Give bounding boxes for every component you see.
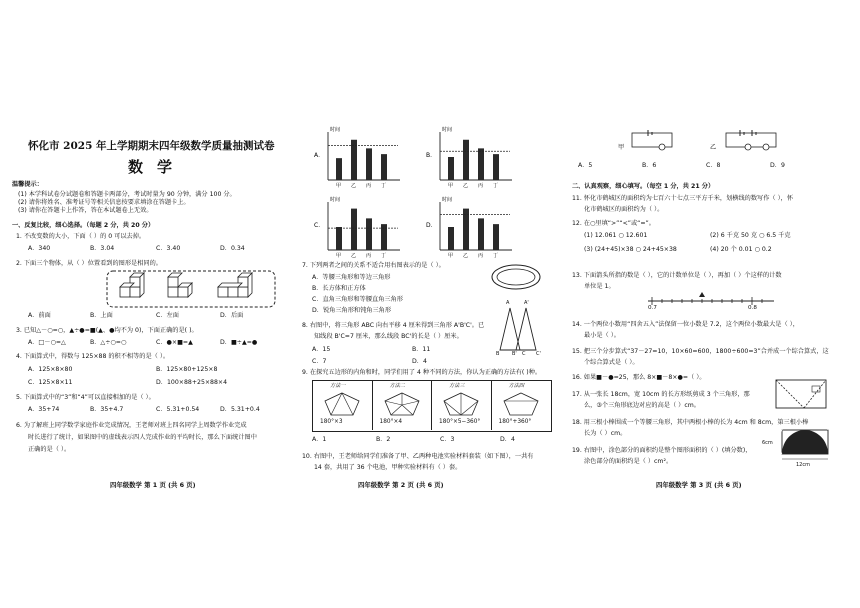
question-18-line: 18. 用三根小棒围成一个等腰三角形，其中两根小棒的长为 4cm 和 8cm，第三根小棒: [572, 419, 809, 426]
y-axis-label: 时间: [442, 197, 453, 203]
chart-option-label: A．: [314, 152, 325, 159]
question-8-line: 知线段 B'C=7 厘米，那么线段 BC'的长是（ ）厘米。: [314, 333, 463, 340]
vertex-label-b: B: [496, 351, 500, 357]
vertex-label-a: A: [506, 300, 510, 306]
q5-option-a: A．35+74: [28, 406, 60, 413]
x-tick-label: 丁: [493, 183, 499, 189]
bar-丁: [381, 154, 387, 180]
q4-option-a: A．125×8×80: [28, 366, 73, 373]
section-heading: 一、反复比较，细心选择。（每题 2 分，共 20 分）: [12, 222, 155, 229]
q3-option-d: D．■÷▲=●: [220, 339, 258, 346]
q10-option-d: D．9: [770, 162, 785, 169]
q3-option-a: A．□－○=△: [28, 339, 66, 346]
nested-ellipse-figure: [490, 262, 542, 292]
cube-objects-figure: [106, 270, 276, 308]
x-tick-label: 丙: [478, 183, 484, 189]
q1-option-a: A．340: [28, 245, 51, 252]
y-axis-label: 时间: [442, 127, 453, 133]
page-2: [300, 0, 570, 608]
x-tick-label: 甲: [336, 253, 342, 259]
number-line-figure: [646, 291, 778, 309]
q9-option-d: D．4: [500, 436, 515, 443]
q9-option-b: B．2: [376, 436, 391, 443]
q12-item-3: (3) (24+45)×38 ○ 24+45×38: [584, 246, 677, 253]
notice-line: (3) 请你在答题卡上作答，答在本试题卷上无效。: [18, 207, 153, 214]
x-tick-label: 乙: [351, 183, 357, 189]
pentagon-diagram: [441, 391, 481, 417]
question-18-line: 长为（ ）cm。: [584, 430, 627, 437]
question-3: 3. 已知△－○=○，▲÷●=■(▲、●均不为 0)，下面正确的是( )。: [16, 327, 198, 334]
page-1: [10, 0, 292, 608]
subject-title: 数学: [128, 158, 187, 176]
question-13-line: 13. 下面箭头所指的数是（ ），它的计数单位是（ ），再加（ ）个这样的计数: [572, 272, 782, 279]
question-9: 9. 在探究五边形的内角和时，同学们用了 4 种不同的方法，你认为正确的方法有( )种。: [302, 369, 542, 376]
dimension-height: 6cm: [762, 440, 773, 446]
translated-triangles-figure: [496, 304, 550, 356]
number-line-tick-0-7: 0.7: [648, 305, 657, 311]
method-title: 方法三: [449, 383, 465, 389]
vertex-label-b-prime: B': [512, 351, 517, 357]
q4-option-c: C．125×8×11: [28, 379, 73, 386]
x-tick-label: 乙: [463, 253, 469, 259]
shaded-semicircle-figure: [776, 424, 830, 464]
x-tick-label: 丙: [478, 253, 484, 259]
vertex-label-c: C: [522, 351, 526, 357]
q7-option-d: D．锐角三角形和钝角三角形: [312, 307, 392, 314]
q8-option-c: C．7: [312, 358, 327, 365]
q4-option-b: B．125×80+125×8: [156, 366, 218, 373]
bar-chart-c: [314, 196, 416, 260]
notice-line: (2) 请你将姓名、准考证号等相关信息按要求填涂在答题卡上。: [18, 199, 190, 206]
bar-chart-b: [426, 126, 528, 190]
table-divider: [431, 380, 432, 430]
x-tick-label: 甲: [448, 183, 454, 189]
question-12: 12. 在○里填“>”“<”或“=”。: [572, 220, 655, 227]
notice-title: 温馨提示：: [12, 181, 43, 188]
q12-item-2: (2) 6 千克 50 克 ○ 6.5 千克: [710, 232, 791, 239]
question-14-line: 最小是（ ）。: [584, 332, 620, 339]
question-6-line: 时长进行了统计，如果图中的虚线表示四人完成作业的平均时长，那么下面统计图中: [28, 434, 257, 441]
q12-item-4: (4) 20 个 0.01 ○ 0.2: [710, 246, 772, 253]
bar-丁: [493, 224, 499, 250]
pentagon-diagram: [322, 391, 362, 417]
q2-option-c: C．左面: [156, 312, 179, 319]
q7-option-c: C．直角三角形和等腰直角三角形: [312, 296, 403, 303]
bar-甲: [336, 158, 342, 180]
x-tick-label: 丁: [381, 183, 387, 189]
rectangle-cut-figure: [774, 378, 830, 412]
question-17-line: 17. 从一张长 18cm，宽 10cm 的长方形纸剪成 3 个三角形，那: [572, 391, 750, 398]
q10-option-b: B．6: [642, 162, 657, 169]
pentagon-diagram: [382, 391, 422, 417]
page-footer: 四年级数学 第 3 页 (共 6 页): [656, 481, 742, 489]
question-6-line: 6. 为了解班上同学数学家庭作业完成情况，王老师对班上四名同学上周数学作业完成: [16, 422, 247, 429]
q9-option-a: A．1: [312, 436, 327, 443]
vertex-label-c-prime: C': [536, 351, 541, 357]
q4-option-d: D．100×88+25×88×4: [156, 379, 228, 386]
battery-kits-figure: [622, 127, 792, 157]
q1-option-b: B．3.04: [90, 245, 115, 252]
y-axis-label: 时间: [330, 197, 341, 203]
question-15-line: 个综合算式是（ ）。: [584, 359, 639, 366]
q8-option-b: B．11: [412, 346, 431, 353]
bar-乙: [463, 209, 469, 250]
question-19-line: 涂色部分的面积约是（ ）cm²。: [584, 458, 673, 465]
question-1: 1. 不改变数的大小，下面（ ）的 0 可以去掉。: [16, 233, 146, 240]
x-tick-label: 丙: [366, 183, 372, 189]
question-11-line: 化市鹤城区的面积约为（ ）。: [584, 206, 664, 213]
question-10-line: 10. 右图中，王老师给同学们准备了甲、乙两种电池实验材料套装（如下图），一共有: [302, 453, 534, 460]
question-19-line: 19. 右图中，涂色部分的面积约是整个图形面积的（ ）(填分数)，: [572, 447, 752, 454]
bar-甲: [448, 157, 454, 180]
x-tick-label: 甲: [448, 253, 454, 259]
method-title: 方法四: [508, 383, 525, 389]
exam-title: 怀化市 2025 年上学期期末四年级数学质量抽测试卷: [28, 140, 275, 152]
x-tick-label: 丁: [493, 253, 499, 259]
bar-chart-a: [314, 126, 416, 190]
q2-option-d: D．后面: [220, 312, 244, 319]
method-formula: 180°×5−360°: [439, 419, 481, 425]
question-2: 2. 下面三个物体，从（ ）位置看到的图形是相同的。: [16, 260, 162, 267]
table-divider: [491, 380, 492, 430]
q7-option-b: B．长方体和正方体: [312, 285, 366, 292]
q8-option-d: D．4: [412, 358, 427, 365]
page-footer: 四年级数学 第 2 页 (共 6 页): [358, 481, 444, 489]
question-17-line: 么，③个三角形底边对应的高是（ ）cm。: [584, 402, 700, 409]
bar-乙: [463, 140, 469, 180]
kit-label-jia: 甲: [618, 144, 625, 151]
bar-丙: [366, 148, 372, 180]
q2-option-a: A．前面: [28, 312, 51, 319]
q10-option-c: C．8: [706, 162, 721, 169]
bar-丁: [493, 154, 499, 180]
table-divider: [372, 380, 373, 430]
question-8-line: 8. 右图中，将三角形 ABC 向右平移 4 厘米得到三角形 A'B'C'。已: [302, 322, 485, 329]
number-line-tick-0-8: 0.8: [748, 305, 757, 311]
dimension-width: 12cm: [796, 462, 810, 468]
pentagon-diagram: [501, 391, 541, 417]
x-tick-label: 丁: [381, 253, 387, 259]
q1-option-c: C．3.40: [156, 245, 181, 252]
question-13-line: 单位是 1。: [584, 283, 615, 290]
bar-乙: [351, 209, 357, 250]
q3-option-c: C．●×■=▲: [156, 339, 193, 346]
question-15-line: 15. 把三个分步算式“37－27=10，10×60=600，1800÷600=3”合并成一个综合算式，这: [572, 348, 829, 355]
question-10-line: 14 套，共用了 36 个电池，甲种实验材料有（ ）套。: [314, 464, 462, 471]
q7-option-a: A．等腰三角形和等边三角形: [312, 274, 391, 281]
vertex-label-a-prime: A': [524, 300, 529, 306]
x-tick-label: 丙: [366, 253, 372, 259]
chart-option-label: C．: [314, 222, 325, 229]
q9-option-c: C．3: [440, 436, 455, 443]
method-title: 方法一: [330, 383, 346, 389]
chart-option-label: B．: [426, 152, 437, 159]
q12-item-1: (1) 12.061 ○ 12.601: [584, 232, 648, 239]
question-7: 7. 下列两者之间的关系不适合用右图表示的是（ ）。: [302, 262, 445, 269]
section-heading: 二、认真观察，细心填写。（每空 1 分，共 21 分）: [572, 183, 715, 190]
q8-option-a: A．15: [312, 346, 331, 353]
notice-line: (1) 本学科试卷分试题卷和答题卡两部分，考试时量为 90 分钟，满分 100 分。: [18, 191, 236, 198]
question-11-line: 11. 怀化市鹤城区的面积约为七百六十七点三平方千米，划横线的数写作（ ），怀: [572, 195, 794, 202]
x-tick-label: 乙: [463, 183, 469, 189]
question-6-line: 正确的是（ ）。: [28, 446, 71, 453]
question-5: 5. 下面算式中的“3”和“4”可以直接相加的是（ ）。: [16, 394, 155, 401]
kit-label-yi: 乙: [710, 144, 717, 151]
q10-option-a: A．5: [578, 162, 593, 169]
bar-丙: [478, 218, 484, 250]
question-16: 16. 如果■－●=25，那么 8×■－8×●=（ ）。: [572, 374, 706, 381]
x-tick-label: 乙: [351, 253, 357, 259]
bar-丙: [366, 218, 372, 250]
bar-甲: [336, 227, 342, 250]
bar-甲: [448, 227, 454, 250]
q3-option-b: B．△÷○=○: [90, 339, 127, 346]
chart-option-label: D．: [426, 222, 437, 229]
method-title: 方法二: [389, 383, 406, 389]
bar-丙: [478, 148, 484, 180]
y-axis-label: 时间: [330, 127, 341, 133]
bar-chart-d: [426, 196, 528, 260]
x-tick-label: 甲: [336, 183, 342, 189]
question-4: 4. 下面算式中，得数与 125×88 的积不相等的是（ ）。: [16, 353, 170, 360]
page-3: [572, 0, 850, 608]
q5-option-c: C．5.31+0.54: [156, 406, 200, 413]
method-formula: 180°×3: [320, 419, 343, 425]
q5-option-b: B．35+4.7: [90, 406, 124, 413]
page-footer: 四年级数学 第 1 页 (共 6 页): [110, 481, 196, 489]
q5-option-d: D．5.31+0.4: [220, 406, 260, 413]
method-formula: 180°+360°: [498, 419, 532, 425]
q2-option-b: B．上面: [90, 312, 113, 319]
method-formula: 180°×4: [379, 419, 403, 425]
question-14-line: 14. 一个两位小数用“四舍五入”法保留一位小数是 7.2，这个两位小数最大是（ ），: [572, 321, 799, 328]
q1-option-d: D．0.34: [220, 245, 245, 252]
